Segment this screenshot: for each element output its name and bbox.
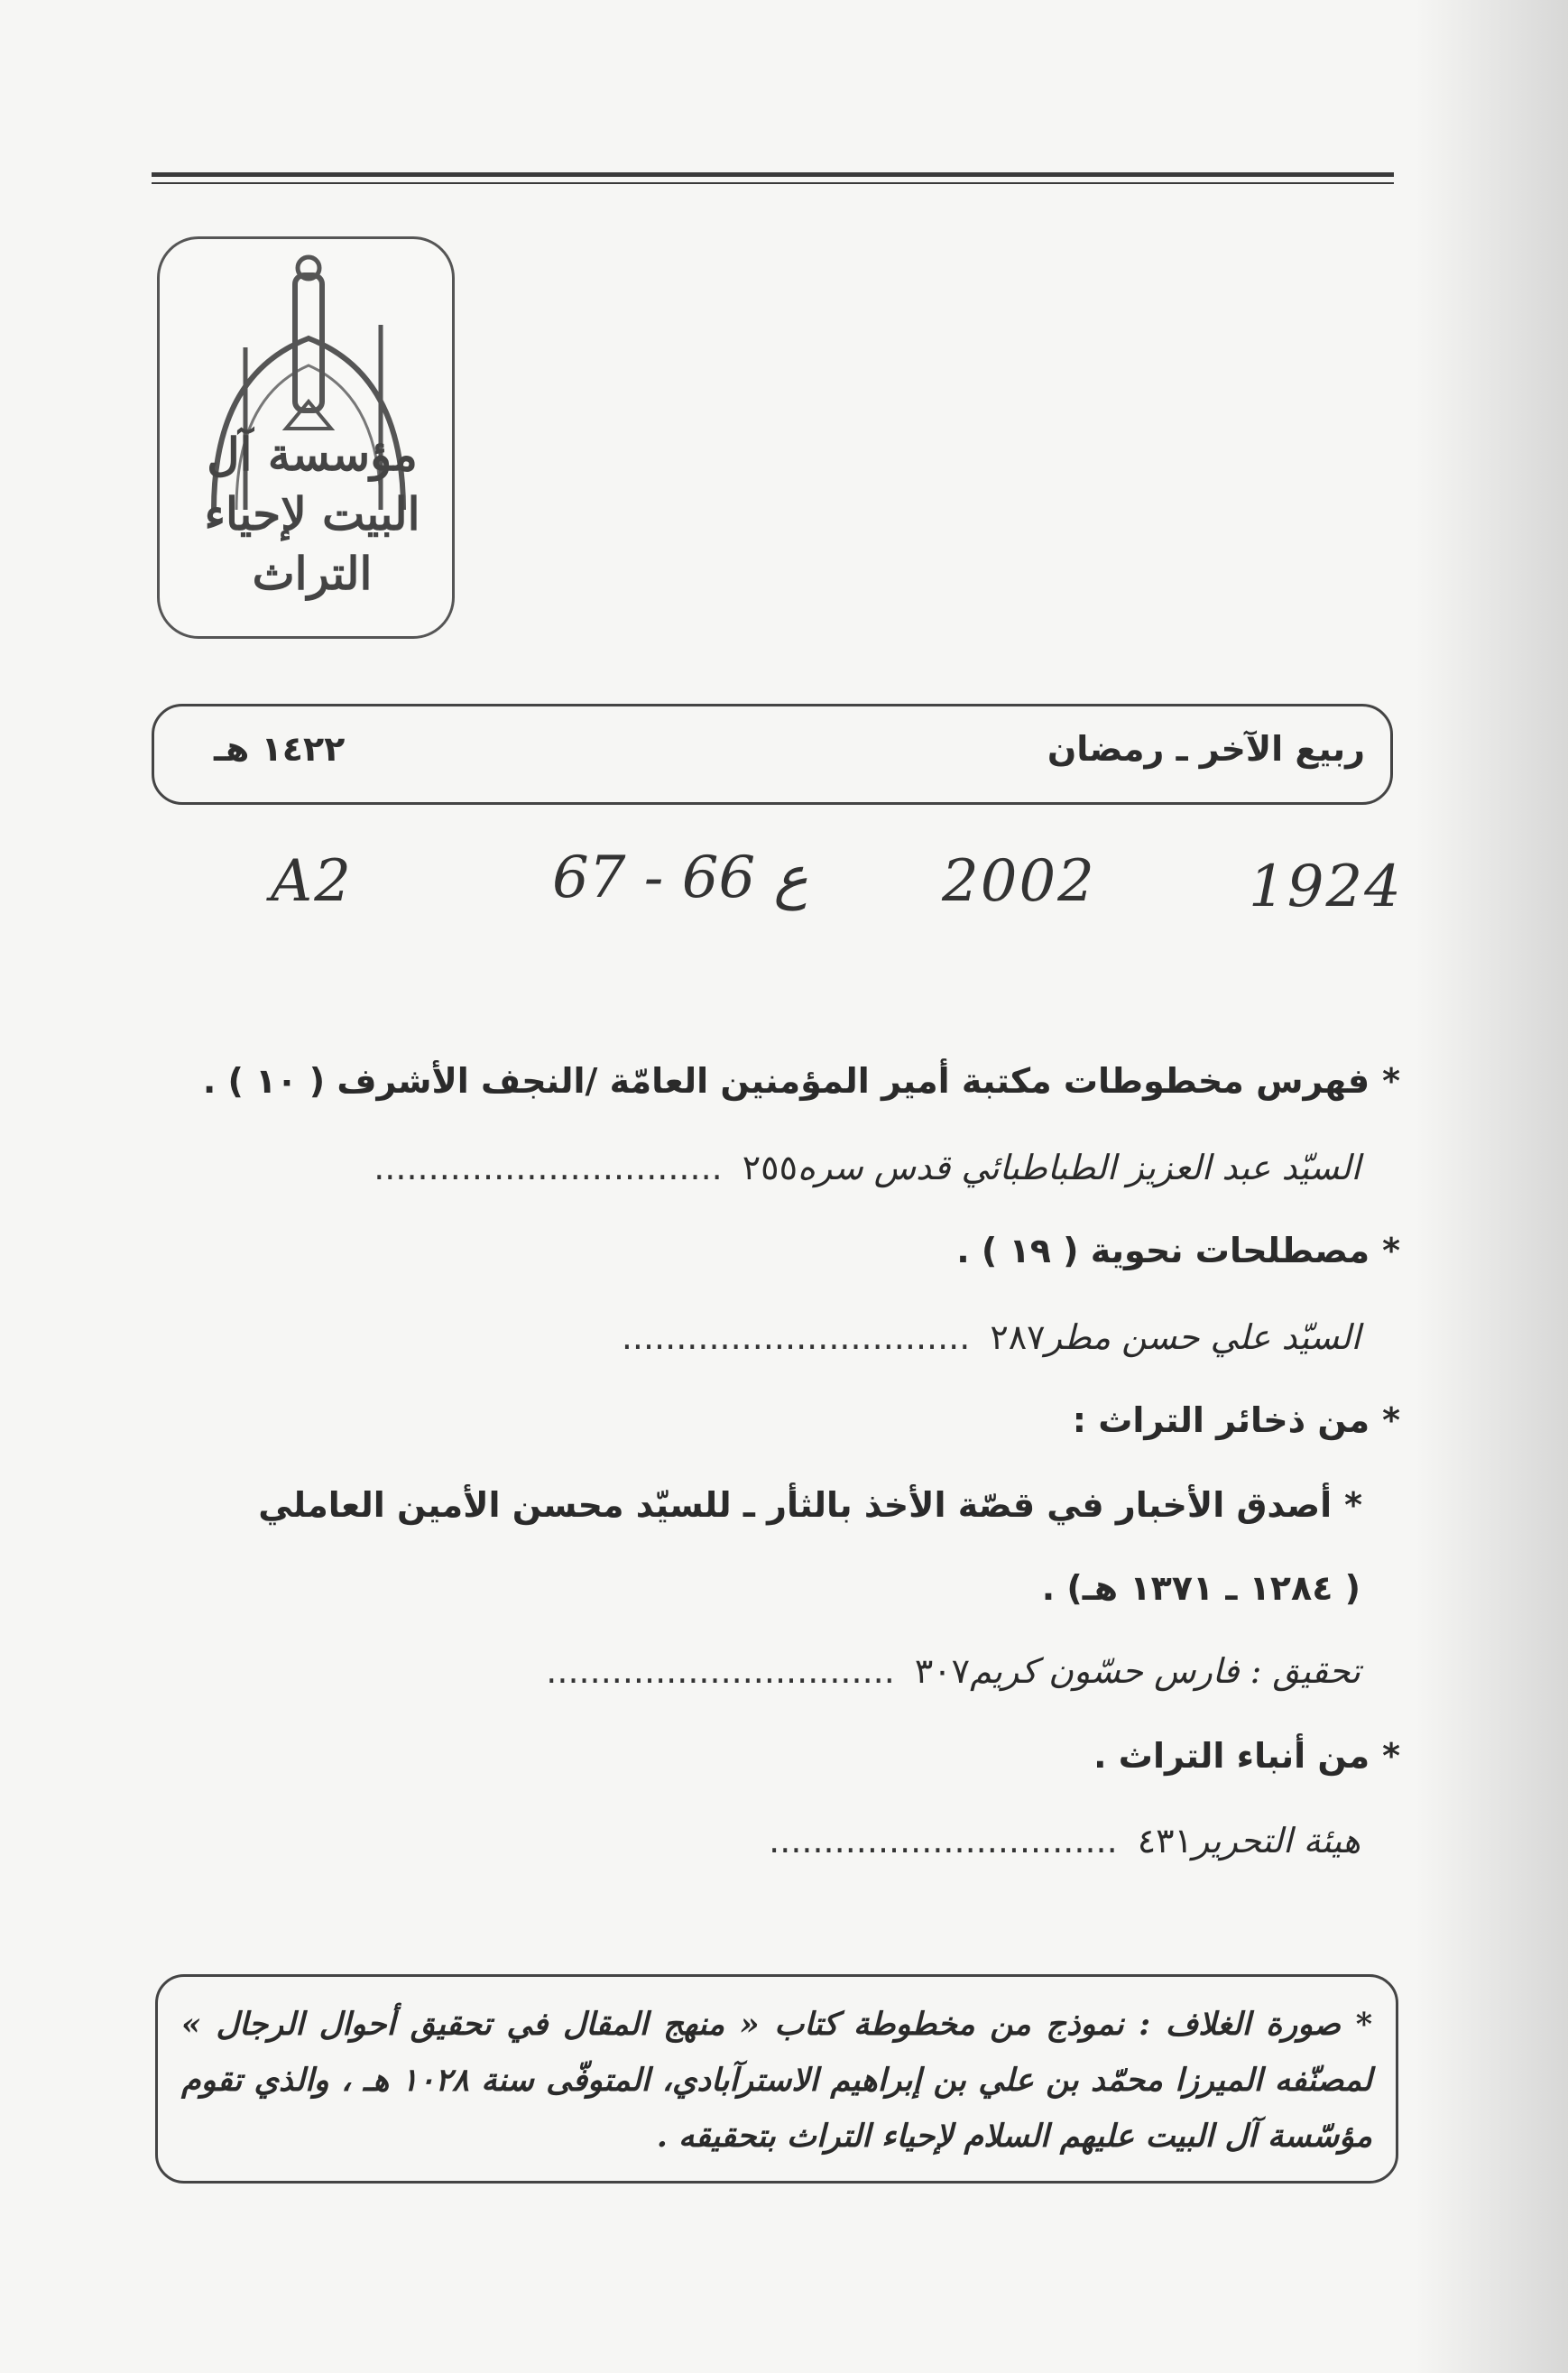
cover-note-box [155,1974,1398,2184]
toc-title-text: فهرس مخطوطات مكتبة أمير المؤمنين العامّة /النجف الأشرف ( ١٠ ) . [202,1061,1370,1101]
toc-leader-dots: ................................ [546,1651,895,1691]
toc-subitem-text: أصدق الأخبار في قصّة الأخذ بالثأر ـ للسيّد محسن الأمين العاملي [258,1485,1333,1525]
toc-leader-dots: ................................ [769,1821,1118,1861]
star-icon: * [1344,1485,1362,1525]
toc-item-grammar-title [956,1231,1400,1270]
toc-title-text: من أنباء التراث . [1093,1736,1370,1776]
star-icon: * [1382,1061,1400,1101]
toc-subitem-author [546,1651,1360,1691]
toc-title-text: مصطلحات نحوية ( ١٩ ) . [956,1231,1370,1270]
header-rule-thin [152,182,1394,184]
cover-note-text: * صورة الغلاف : نموذج من مخطوطة كتاب « منهج المقال في تحقيق أحوال الرجال » لمصنّفه الميرزا محمّد بن علي بن إبراهيم الاسترآبادي، المتوفّى سنة ١٠٢٨ هـ ، والذي تقوم مؤسّسة آل البيت عليهم السلام لإحياء التراث بتحقيقه . [181,2006,1372,2155]
toc-item-manuscripts-author [374,1148,1360,1187]
handwritten-code: A2 [271,848,353,915]
issue-date-box [152,704,1393,805]
toc-author: السيّد علي حسن مطر [1045,1317,1360,1357]
issue-year: ١٤٢٢ هـ [214,729,346,769]
toc-section-heritage [1073,1400,1400,1440]
page-edge-shadow [1415,0,1568,2373]
handwritten-mark: 2002 [942,848,1096,915]
toc-page-number: ٣٠٧ [914,1651,971,1691]
toc-page-number: ٢٨٧ [990,1317,1046,1357]
handwritten-year: 1924 [1249,854,1403,920]
toc-subitem-title-line1 [258,1485,1362,1525]
toc-page-number: ٤٣١ [1137,1821,1193,1861]
publisher-logo [157,236,455,639]
header-rule-thick [152,172,1394,177]
toc-leader-dots: ................................ [621,1317,971,1357]
logo-wordmark: مؤسسة آل البيت لإحياء التراث [204,428,420,600]
toc-subitem-title-line2: ( ١٢٨٤ ـ ١٣٧١ هـ) . [1041,1568,1360,1608]
toc-author: هيئة التحرير [1192,1821,1360,1861]
toc-item-news-title [1093,1736,1400,1776]
handwritten-pages: 67 - 66 ع [552,845,808,911]
issue-months: ربيع الآخر ـ رمضان [1047,729,1365,769]
toc-item-news-author [769,1821,1360,1861]
star-icon: * [1382,1400,1400,1440]
star-icon: * [1382,1736,1400,1776]
toc-section-text: من ذخائر التراث : [1072,1400,1370,1440]
star-icon: * [1382,1231,1400,1270]
toc-item-grammar-author [622,1317,1360,1357]
toc-leader-dots: ................................ [374,1148,723,1187]
toc-page-number: ٢٥٥ [742,1148,798,1187]
toc-item-manuscripts-title [203,1061,1400,1101]
toc-author: تحقيق : فارس حسّون كريم [970,1651,1360,1691]
toc-author: السيّد عبد العزيز الطباطبائي قدس سره [797,1148,1360,1187]
